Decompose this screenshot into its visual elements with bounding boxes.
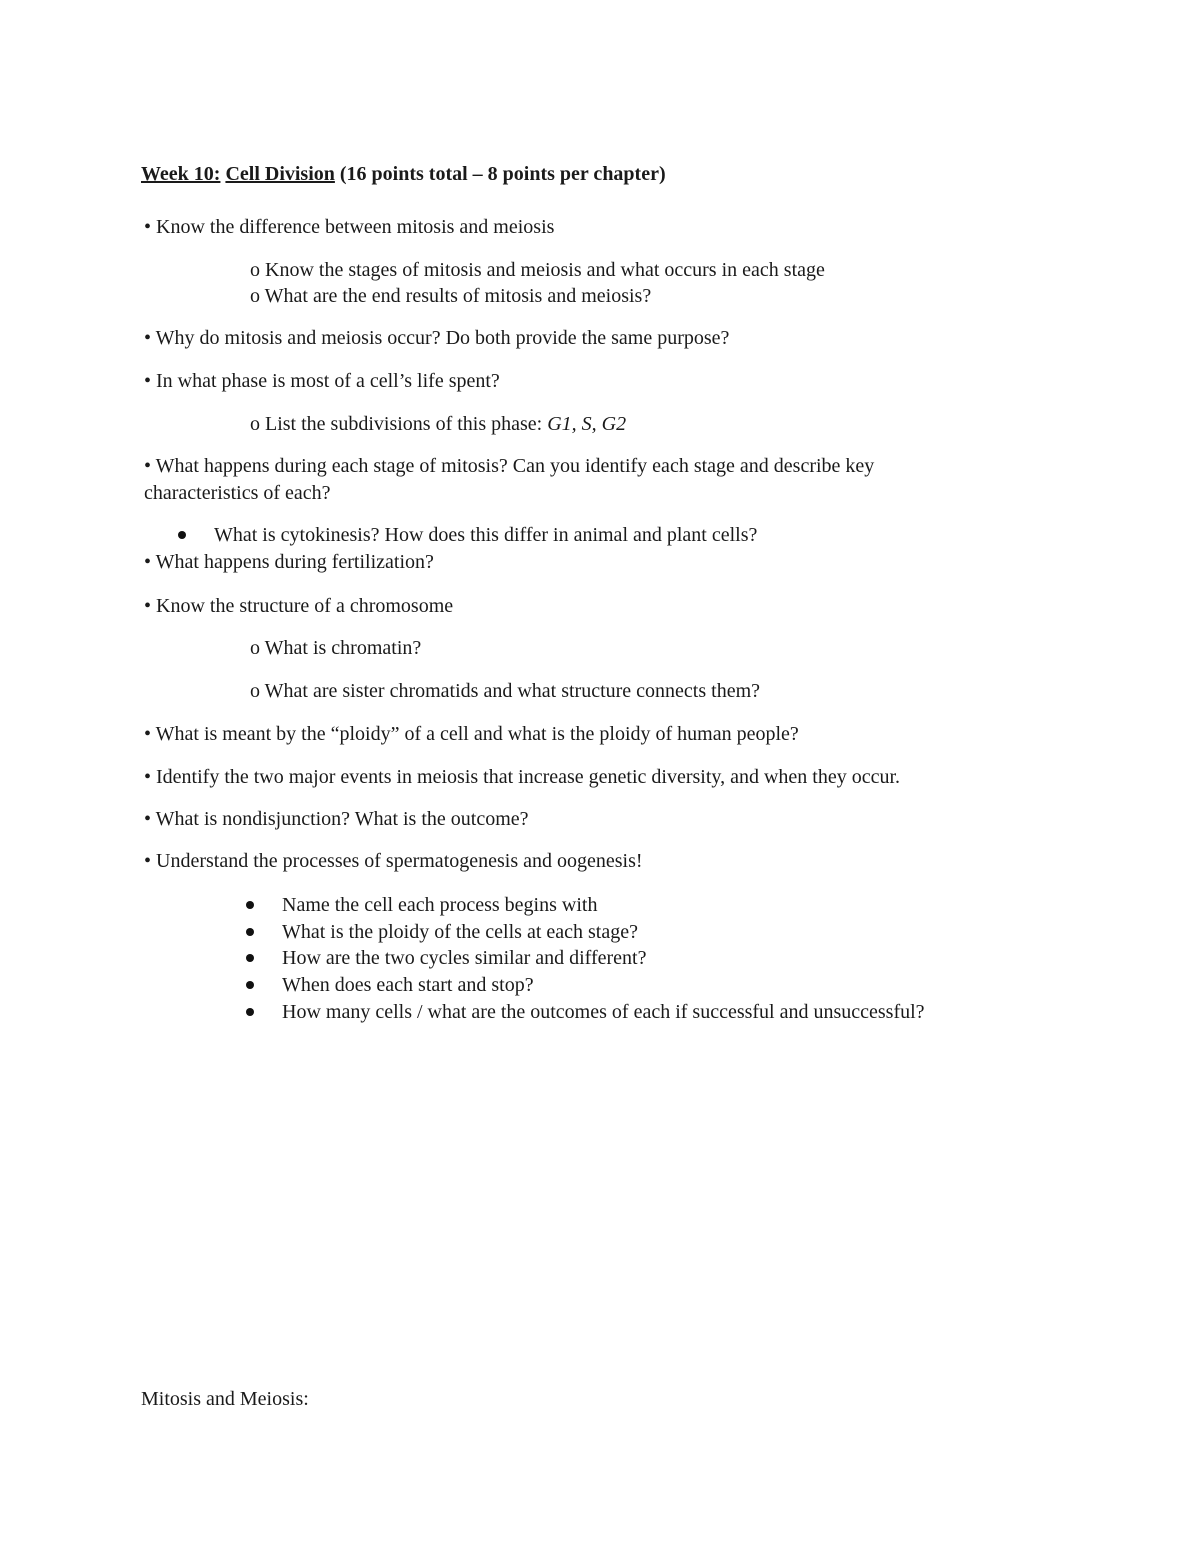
sub-list-item: o What is chromatin? (250, 637, 422, 659)
bullet-list-item: What is the ploidy of the cells at each stage? (282, 921, 638, 943)
list-item: • Know the difference between mitosis and meiosis (144, 216, 555, 238)
bullet-icon (178, 531, 186, 539)
sub-list-item: o What are sister chromatids and what structure connects them? (250, 680, 761, 702)
bullet-list-item: What is cytokinesis? How does this differ in animal and plant cells? (214, 524, 758, 546)
bullet-icon (246, 901, 254, 909)
bullet-icon (246, 981, 254, 989)
bullet-list-item: How many cells / what are the outcomes of each if successful and unsuccessful? (282, 1001, 925, 1023)
title-week: Week 10: (141, 163, 221, 185)
list-item: • What is meant by the “ploidy” of a cell and what is the ploidy of human people? (144, 723, 799, 745)
list-item: • Why do mitosis and meiosis occur? Do both provide the same purpose? (144, 327, 730, 349)
list-item: • Understand the processes of spermatogenesis and oogenesis! (144, 850, 643, 872)
page-title (141, 161, 666, 187)
title-points: (16 points total – 8 points per chapter) (339, 163, 666, 185)
list-item-continuation: characteristics of each? (144, 482, 331, 504)
list-item: • What happens during each stage of mitosis? Can you identify each stage and describe key (144, 455, 875, 477)
bullet-icon (246, 928, 254, 936)
section-heading: Mitosis and Meiosis: (141, 1388, 309, 1410)
sub-list-item: o What are the end results of mitosis and meiosis? (250, 285, 652, 307)
list-item: • What happens during fertilization? (144, 551, 434, 573)
list-item: • What is nondisjunction? What is the outcome? (144, 808, 529, 830)
bullet-list-item: When does each start and stop? (282, 974, 534, 996)
list-item: • Identify the two major events in meiosis that increase genetic diversity, and when they occur. (144, 766, 901, 788)
phase-subdivisions: G1, S, G2 (547, 413, 627, 435)
sub-list-item-text: o List the subdivisions of this phase: (250, 413, 548, 435)
title-topic: Cell Division (225, 163, 335, 185)
bullet-list-item: How are the two cycles similar and different? (282, 947, 647, 969)
bullet-icon (246, 954, 254, 962)
list-item: • In what phase is most of a cell’s life spent? (144, 370, 500, 392)
bullet-list-item: Name the cell each process begins with (282, 894, 598, 916)
sub-list-item (250, 411, 626, 437)
bullet-icon (246, 1008, 254, 1016)
list-item: • Know the structure of a chromosome (144, 595, 454, 617)
sub-list-item: o Know the stages of mitosis and meiosis and what occurs in each stage (250, 259, 825, 281)
